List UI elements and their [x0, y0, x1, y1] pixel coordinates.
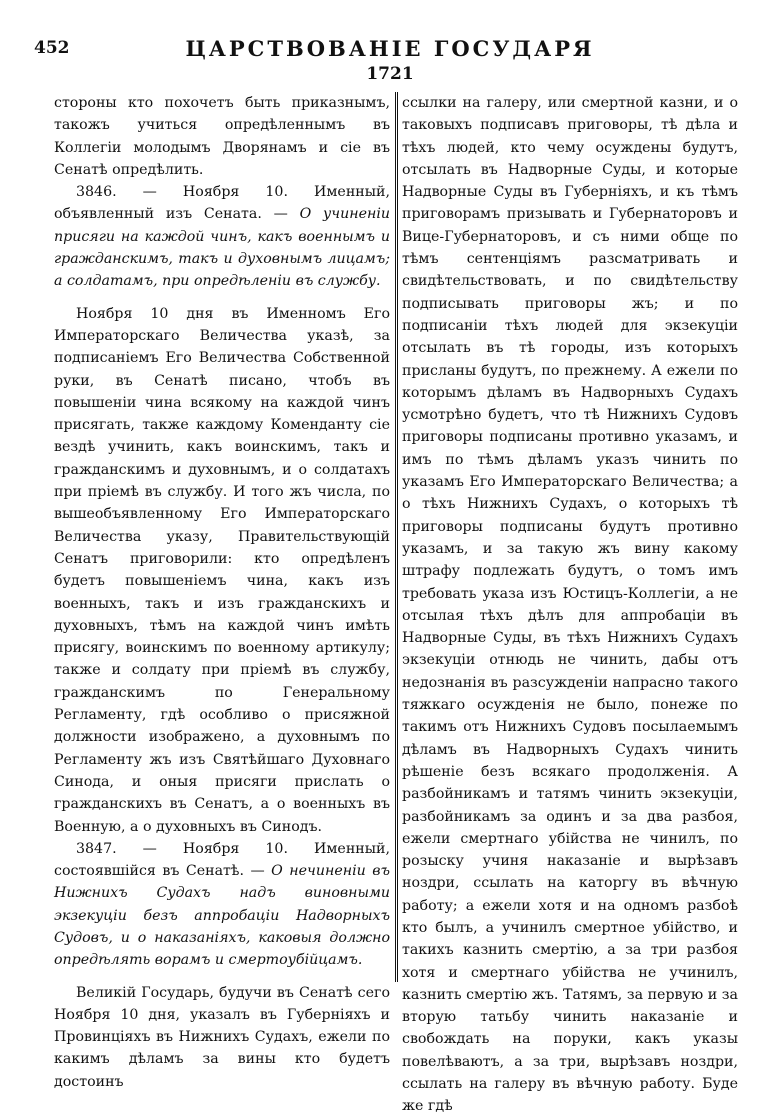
running-title: ЦАРСТВОВАНІЕ ГОСУДАРЯ — [185, 36, 595, 61]
decree-3846-summary: О учиненіи присяги на каждой чинъ, какъ военнымъ и гражданскимъ, такъ и духовнымъ лицамъ; а солдатамъ, при опредѣленіи въ службу. — [54, 206, 390, 290]
page-number: 452 — [34, 38, 70, 58]
decree-3846-lead: 3846. — Ноября 10. Именный, объявленный изъ Сената. — — [54, 184, 390, 223]
right-column — [402, 92, 738, 1115]
decree-3846-body: Ноября 10 дня въ Именномъ Его Императорскаго Величества указѣ, за подписаніемъ Его Величества Собственной руки, въ Сенатѣ писано, чтобъ въ повышеніи чина всякому на каждой чинъ присягать, также каждому Коменданту сіе вездѣ учинить, какъ воинскимъ, такъ и гражданскимъ и духовнымъ, и о солдатахъ при пріемѣ въ службу. И того жъ числа, по вышеобъявленному Его Императорскаго Величества указу, Правительствующій Сенатъ приговорили: кто опредѣленъ будетъ повышеніемъ чина, какъ изъ военныхъ, такъ и изъ гражданскихъ и духовныхъ, тѣмъ на каждой чинъ имѣть присягу, воинскимъ по военному артикулу; также и солдату при пріемѣ въ службу, гражданскимъ по Генеральному Регламенту, гдѣ особливо о присяжной должности изображено, а духовнымъ по Регламенту жъ изъ Святѣйшаго Духовнаго Синода, и оныя присяги прислать о гражданскихъ въ Сенатъ, а о военныхъ въ Военную, а о духовныхъ въ Синодъ. — [54, 305, 390, 835]
year-heading: 1721 — [366, 64, 414, 84]
decree-3847-body-continued: ссылки на галеру, или смертной казни, и о таковыхъ подписавъ приговоры, тѣ дѣла и тѣхъ людей, кто чему осуждены будутъ, отсылать въ Надворные Суды, и которые Надворные Суды въ Губерніяхъ, и къ тѣмъ приговорамъ призывать и Губернаторовъ и Вице-Губернаторовъ, и съ ними обще по тѣмъ сентенціямъ разсматривать и свидѣтельствовать, и по свидѣтельству подписывать приговоры жъ; и по подписаніи тѣхъ людей для экзекуціи отсылать въ тѣ городы, изъ которыхъ присланы будутъ, по прежнему. А ежели по которымъ дѣламъ въ Надворныхъ Судахъ усмотрѣно будетъ, что тѣ Нижнихъ Судовъ приговоры подписаны противно указамъ, и имъ по тѣмъ дѣламъ указъ чинить по указамъ Его Императорскаго Величества; а о тѣхъ Нижнихъ Судахъ, о которыхъ тѣ приговоры подписаны будутъ противно указамъ, и за такую жъ вину какому штрафу подлежать будутъ, о томъ имъ требовать указа изъ Юстицъ-Коллегіи, а не отсылая тѣхъ дѣлъ для аппробаціи въ Надворные Суды, въ тѣхъ Нижнихъ Судахъ экзекуціи отнюдь не чинить, дабы отъ недознанія въ разсужденіи напрасно такого тяжкаго осужденія не было, понеже по такимъ отъ Нижнихъ Судовъ посылаемымъ дѣламъ въ Надворныхъ Судахъ чинить рѣшеніе безъ всякаго продолженія. А разбойникамъ и татямъ чинить экзекуціи, разбойникамъ за одинъ и за два разбоя, ежели смертнаго убійства не чинилъ, по розыску учиня наказаніе и вырѣзавъ ноздри, ссылать на каторгу въ вѣчную работу; а ежели хотя и на одномъ разбоѣ кто былъ, а учинилъ смертное убійство, и такихъ казнить смертію, а за три разбоя хотя и смертнаго убійства не учинилъ, казнить смертію жъ. Татямъ, за первую и за вторую татьбу чинить наказаніе и свобождать на поруки, какъ указы повелѣваютъ, а за три, вырѣзавъ ноздри, ссылать на галеру въ вѣчную работу. Буде же гдѣ — [402, 95, 738, 1115]
column-divider — [395, 92, 398, 982]
decree-3846-heading — [54, 181, 390, 292]
left-paragraph-continuation: стороны кто похочетъ быть приказнымъ, такожъ учиться опредѣленнымъ въ Коллегіи молодымъ Дворянамъ и сіе въ Сенатѣ опредѣлить. — [54, 95, 390, 178]
decree-3847-lead: 3847. — Ноября 10. Именный, состоявшійся въ Сенатѣ. — — [54, 840, 390, 880]
decree-3847-body-start: Великій Государь, будучи въ Сенатѣ сего Ноября 10 дня, указалъ въ Губерніяхъ и Провинціяхъ въ Нижнихъ Судахъ, ежели по какимъ дѣламъ за вины кто будетъ достоинъ — [54, 984, 390, 1090]
left-column — [54, 92, 390, 1090]
decree-3847-summary: О нечиненіи въ Нижнихъ Судахъ надъ виновными экзекуціи безъ аппробаціи Надворныхъ Судовъ, и о наказаніяхъ, каковыя должно опредѣлять ворамъ и смертоубійцамъ. — [54, 863, 390, 969]
decree-3847-heading — [54, 838, 390, 972]
